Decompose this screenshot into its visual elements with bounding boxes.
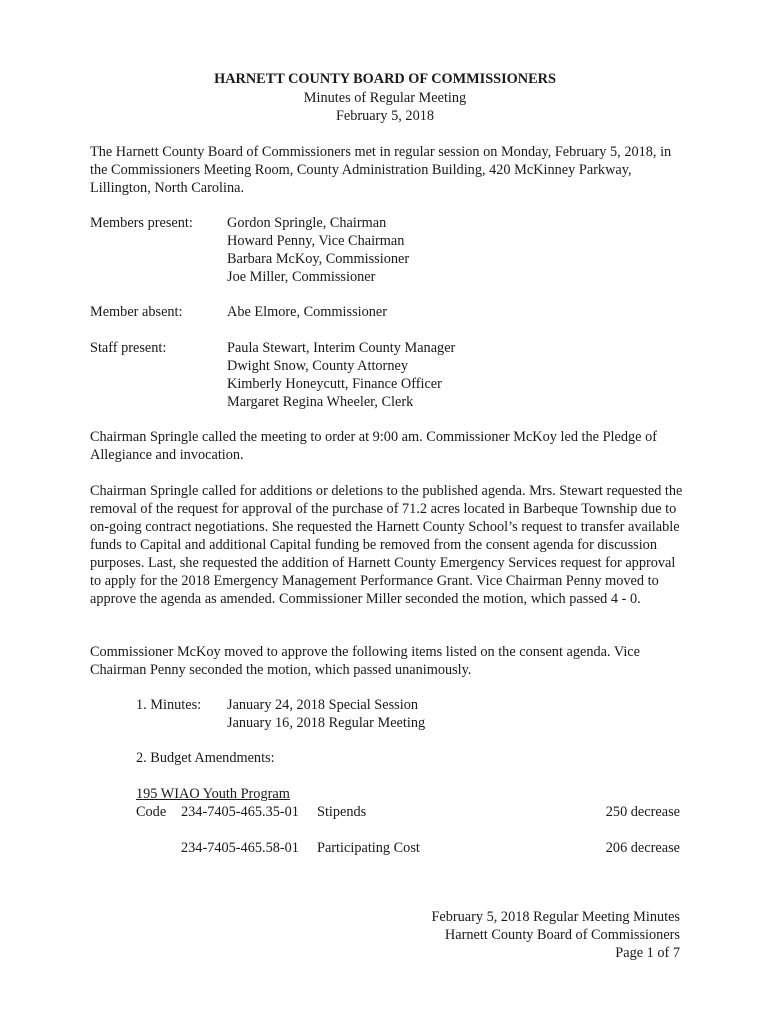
staff-present-label: Staff present: — [90, 340, 167, 356]
members-present-list — [227, 214, 409, 286]
code-label: Code — [136, 804, 167, 820]
budget-description: Participating Cost — [317, 840, 420, 856]
member-name: Barbara McKoy, Commissioner — [227, 251, 410, 267]
staff-present-list — [227, 339, 455, 411]
staff-name: Margaret Regina Wheeler, Clerk — [227, 394, 414, 410]
intro-paragraph: The Harnett County Board of Commissioners met in regular session on Monday, February 5, 2018, in the Commissioners Meeting Room, County Administration Building, 420 McKinney Parkway, Lillington, North Carolina. — [90, 144, 672, 196]
call-to-order-paragraph: Chairman Springle called the meeting to order at 9:00 am. Commissioner McKoy led the Pledge of Allegiance and invocation. — [90, 429, 657, 463]
member-absent-label: Member absent: — [90, 304, 183, 320]
program-heading: 195 WIAO Youth Program — [136, 786, 290, 802]
members-present-label: Members present: — [90, 215, 193, 231]
budget-code: 234-7405-465.58-01 — [181, 840, 299, 856]
budget-amount: 250 decrease — [605, 804, 680, 820]
member-absent-list — [227, 303, 387, 321]
staff-name: Dwight Snow, County Attorney — [227, 358, 408, 374]
document-title: HARNETT COUNTY BOARD OF COMMISSIONERS — [214, 71, 556, 87]
page-number: Page 1 of 7 — [615, 945, 680, 961]
member-name: Abe Elmore, Commissioner — [227, 304, 388, 320]
document-subtitle: Minutes of Regular Meeting — [303, 90, 467, 106]
consent-paragraph: Commissioner McKoy moved to approve the following items listed on the consent agenda. Vice Chairman Penny seconded the motion, which passed unanimously. — [90, 644, 640, 678]
budget-description: Stipends — [317, 804, 367, 820]
staff-name: Kimberly Honeycutt, Finance Officer — [227, 376, 442, 392]
member-name: Joe Miller, Commissioner — [227, 269, 376, 285]
budget-amount: 206 decrease — [605, 840, 680, 856]
minutes-entry: January 16, 2018 Regular Meeting — [227, 715, 426, 731]
minutes-item-label: 1. Minutes: — [136, 697, 202, 713]
budget-amendments-label: 2. Budget Amendments: — [136, 750, 275, 766]
member-name: Howard Penny, Vice Chairman — [227, 233, 405, 249]
member-name: Gordon Springle, Chairman — [227, 215, 387, 231]
minutes-list — [227, 696, 425, 732]
footer-line: Harnett County Board of Commissioners — [444, 927, 680, 943]
agenda-paragraph: Chairman Springle called for additions or deletions to the published agenda. Mrs. Stewart requested the removal of the request for approval of the purchase of 71.2 acres located in Barbeque Township due to on-going contract negotiations. She requested the Harnett County School’s request to transfer available funds to Capital and additional Capital funding be removed from the consent agenda for discussion purposes. Last, she requested the addition of Harnett County Emergency Services request for approval to apply for the 2018 Emergency Management Performance Grant. Vice Chairman Penny moved to approve the agenda as amended. Commissioner Miller seconded the motion, which passed 4 - 0. — [90, 483, 683, 607]
staff-name: Paula Stewart, Interim County Manager — [227, 340, 456, 356]
footer-line: February 5, 2018 Regular Meeting Minutes — [431, 909, 680, 925]
meeting-date: February 5, 2018 — [335, 108, 435, 124]
budget-code: 234-7405-465.35-01 — [181, 804, 299, 820]
minutes-entry: January 24, 2018 Special Session — [227, 697, 418, 713]
